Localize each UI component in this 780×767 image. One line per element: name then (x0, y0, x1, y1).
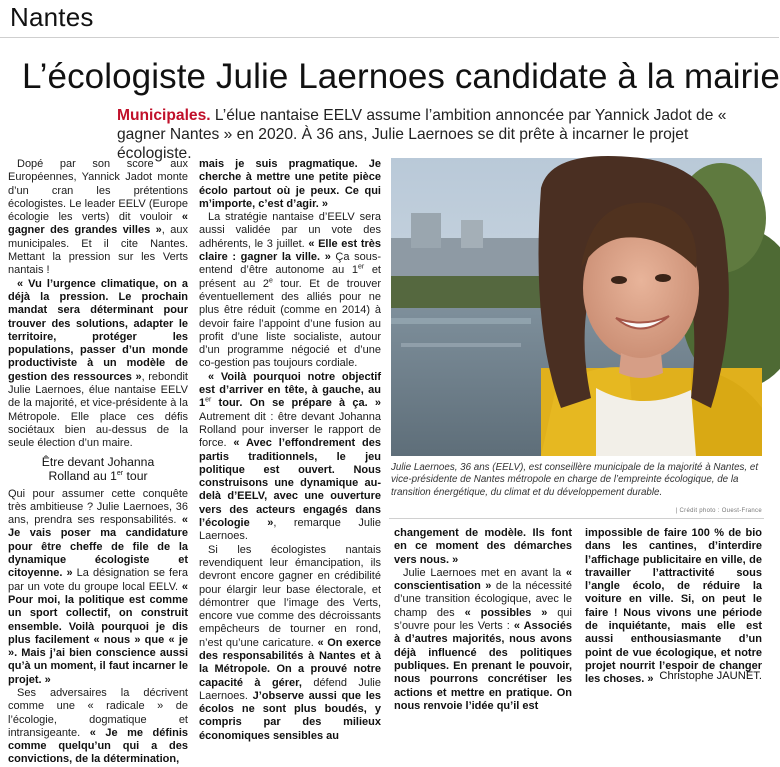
section-title: Nantes (10, 2, 94, 32)
quote: « possibles » (464, 606, 548, 619)
quote: « Je vais poser ma candidature pour être cheffe de file de la dynamique écologiste et citoyenne. » (8, 514, 188, 580)
superscript: er (116, 469, 124, 477)
text: , aux municipales. Et il cite Nantes. Mettant la pression sur les Verts nantais ! (8, 224, 188, 277)
text: La stratégie nantaise d’EELV sera aussi validée par un vote des adhérents, le 3 juillet. (199, 211, 381, 250)
quote: J’observe aussi que les écolos ne sont plus boudés, y compris par des milieux économiques sensibles au (199, 689, 381, 742)
article-photo (391, 158, 762, 456)
text: , rebondit Julie Laernoes, élue nantaise EELV de la majorité, et vice-présidente à la Métropole. Elle place ces défis sociétaux bien au-dessus de la seule élection d’un maire. (8, 370, 188, 450)
text: , remarque Julie Laernoes. (199, 517, 381, 543)
quote: « conscientisation » (394, 566, 572, 593)
quote: « Elle est très claire : gagner la ville. » (199, 237, 381, 264)
paragraph (8, 158, 188, 278)
quote: « Pour moi, la politique est comme un sport collectif, on construit ensemble. Voilà pourquoi je dis plus facilement « nous » que « je ». Mais j’ai bien conscience aussi qu’à un moment, il faut incarner le projet. » (8, 580, 188, 686)
paragraph (394, 527, 572, 567)
text: La désignation se fera par un vote du groupe local EELV. (8, 567, 188, 593)
paragraph (8, 687, 188, 767)
text: qui s’ouvre pour les Verts : (394, 606, 572, 633)
lead-kicker: Municipales. (117, 107, 211, 124)
subheading (8, 455, 188, 483)
quote: « Avec l’effondrement des partis traditionnels, le jeu politique est ouvert. Nous construisons une dynamique au-delà d’EELV, avec une ouverture vers des acteurs engagés dans l’écologie » (199, 437, 381, 530)
article-column-2 (199, 158, 382, 742)
text: Ça sous-entend d’être autonome au 1 (199, 251, 381, 277)
text: et présent au 2 (199, 264, 381, 290)
photo-credit: | Crédit photo : Ouest-France (675, 508, 762, 514)
superscript: e (268, 277, 273, 285)
paragraph (199, 544, 381, 743)
quote: changement de modèle. Ils font en ce moment des démarches vers nous. » (394, 527, 572, 566)
paragraph (199, 371, 381, 544)
author-byline: Christophe JAUNET. (659, 670, 762, 682)
subheading-line: Être devant Johanna (41, 454, 155, 469)
quote: impossible de faire 100 % de bio dans les cantines, d’interdire l’affichage publicitaire en ville, de travailler l’attractivité sous l’angle écolo, de réduire la voiture en ville. Si, on peut le faire ! Nous vivons une période de inquiétante, mais elle est aussi enthousiasmante d’un point de vue écologique, et notre projet nourrit l’espoir de changer les choses. » (585, 527, 762, 686)
quote: « Voilà pourquoi notre objectif est d’arriver en tête, à gauche, au 1 (199, 370, 381, 410)
paragraph (394, 567, 572, 713)
text: Si les écologistes nantais revendiquent leur émancipation, ils devront encore gagner en crédibilité pour élargir leur base électorale, et démontrer que l’image des Verts, encore vue comme des décroissants empêcheurs de tourner en rond, n’est qu’une caricature. (199, 543, 381, 649)
text: de la nécessité d’une transition écologique, avec le champ des (394, 580, 572, 619)
quote: On nous renvoie l’idée qu’il est (394, 686, 572, 712)
photo-caption: Julie Laernoes, 36 ans (EELV), est conseillère municipale de la majorité à Nantes, et vice-présidente de Nantes métropole en charge de l’empreinte écologique, de la transition énergétique, du climat et du développement durable. (391, 462, 759, 498)
text: Autrement dit : être devant Johanna Rolland pour inverser le rapport de force. (199, 410, 381, 450)
text: Ses adversaires la décrivent comme une « radicale » de l’écologie, dogmatique et intransigeante. (8, 686, 188, 739)
text: Julie Laernoes met en avant la (403, 566, 566, 579)
caption-divider (389, 518, 764, 519)
text: Dopé par son score aux Européennes, Yannick Jadot monte d’un cran les prétentions écologistes. Le leader EELV (Europe écologie les verts) dit vouloir (8, 158, 188, 224)
quote: « Vu l’urgence climatique, on a déjà la pression. Le prochain mandat sera déterminant pour trouver des solutions, adapter le territoire, protéger les populations, passer d’un monde productiviste à un modèle de gestion des ressources » (8, 277, 188, 383)
quote: mais je suis pragmatique. Je cherche à mettre une petite pièce écolo partout où je peux. Ce qui m’importe, c’est d’agir. » (199, 158, 381, 210)
lead-text: L’élue nantaise EELV assume l’ambition annoncée par Yannick Jadot de « gagner Nantes » en 2020. À 36 ans, Julie Laernoes se dit prête à incarner le projet écologiste. (117, 107, 727, 162)
text: tour. Et de trouver éventuellement des alliés pour ne plus être réduit (comme en 2014) à devoir faire l’appoint d’une fusion au profit d’une liste socialiste, autour d’un programme négocié et d’une co-gestion pas toujours cordiale. (199, 277, 381, 370)
portrait-photo (391, 158, 762, 456)
article-column-1 (8, 158, 189, 766)
subheading-line: Rolland au 1 (48, 468, 117, 483)
paragraph (585, 527, 762, 687)
text: Qui pour assumer cette conquête très ambitieuse ? Julie Laernoes, 36 ans, prendra ses responsabilités. (8, 487, 188, 527)
paragraph (199, 211, 381, 371)
quote: « On exerce des responsabilités à Nantes et à la Métropole. On a prouvé notre capacité à gérer, (199, 636, 382, 689)
quote: tour. On se prépare à ça. » (211, 397, 381, 410)
paragraph (8, 278, 188, 451)
article-column-3 (394, 527, 572, 712)
subheading-line: tour (123, 468, 148, 483)
superscript: er (205, 396, 212, 404)
quote: « Je me définis comme quelqu’un qui a des convictions, de la détermination, (8, 726, 189, 766)
text: défend Julie Laernoes. (199, 676, 381, 702)
section-divider (0, 37, 779, 38)
quote: « gagner des grandes villes » (8, 211, 188, 237)
lead-paragraph (117, 106, 767, 163)
headline: L’écologiste Julie Laernoes candidate à la mairie (22, 57, 780, 96)
paragraph (199, 158, 381, 211)
superscript: er (357, 263, 365, 271)
paragraph (8, 488, 188, 687)
quote: « Associés à d’autres majorités, nous avons déjà influencé des politiques publiques. En prenant le pouvoir, nous pourrons concrétiser les actions et mettre en pratique. (394, 620, 572, 699)
